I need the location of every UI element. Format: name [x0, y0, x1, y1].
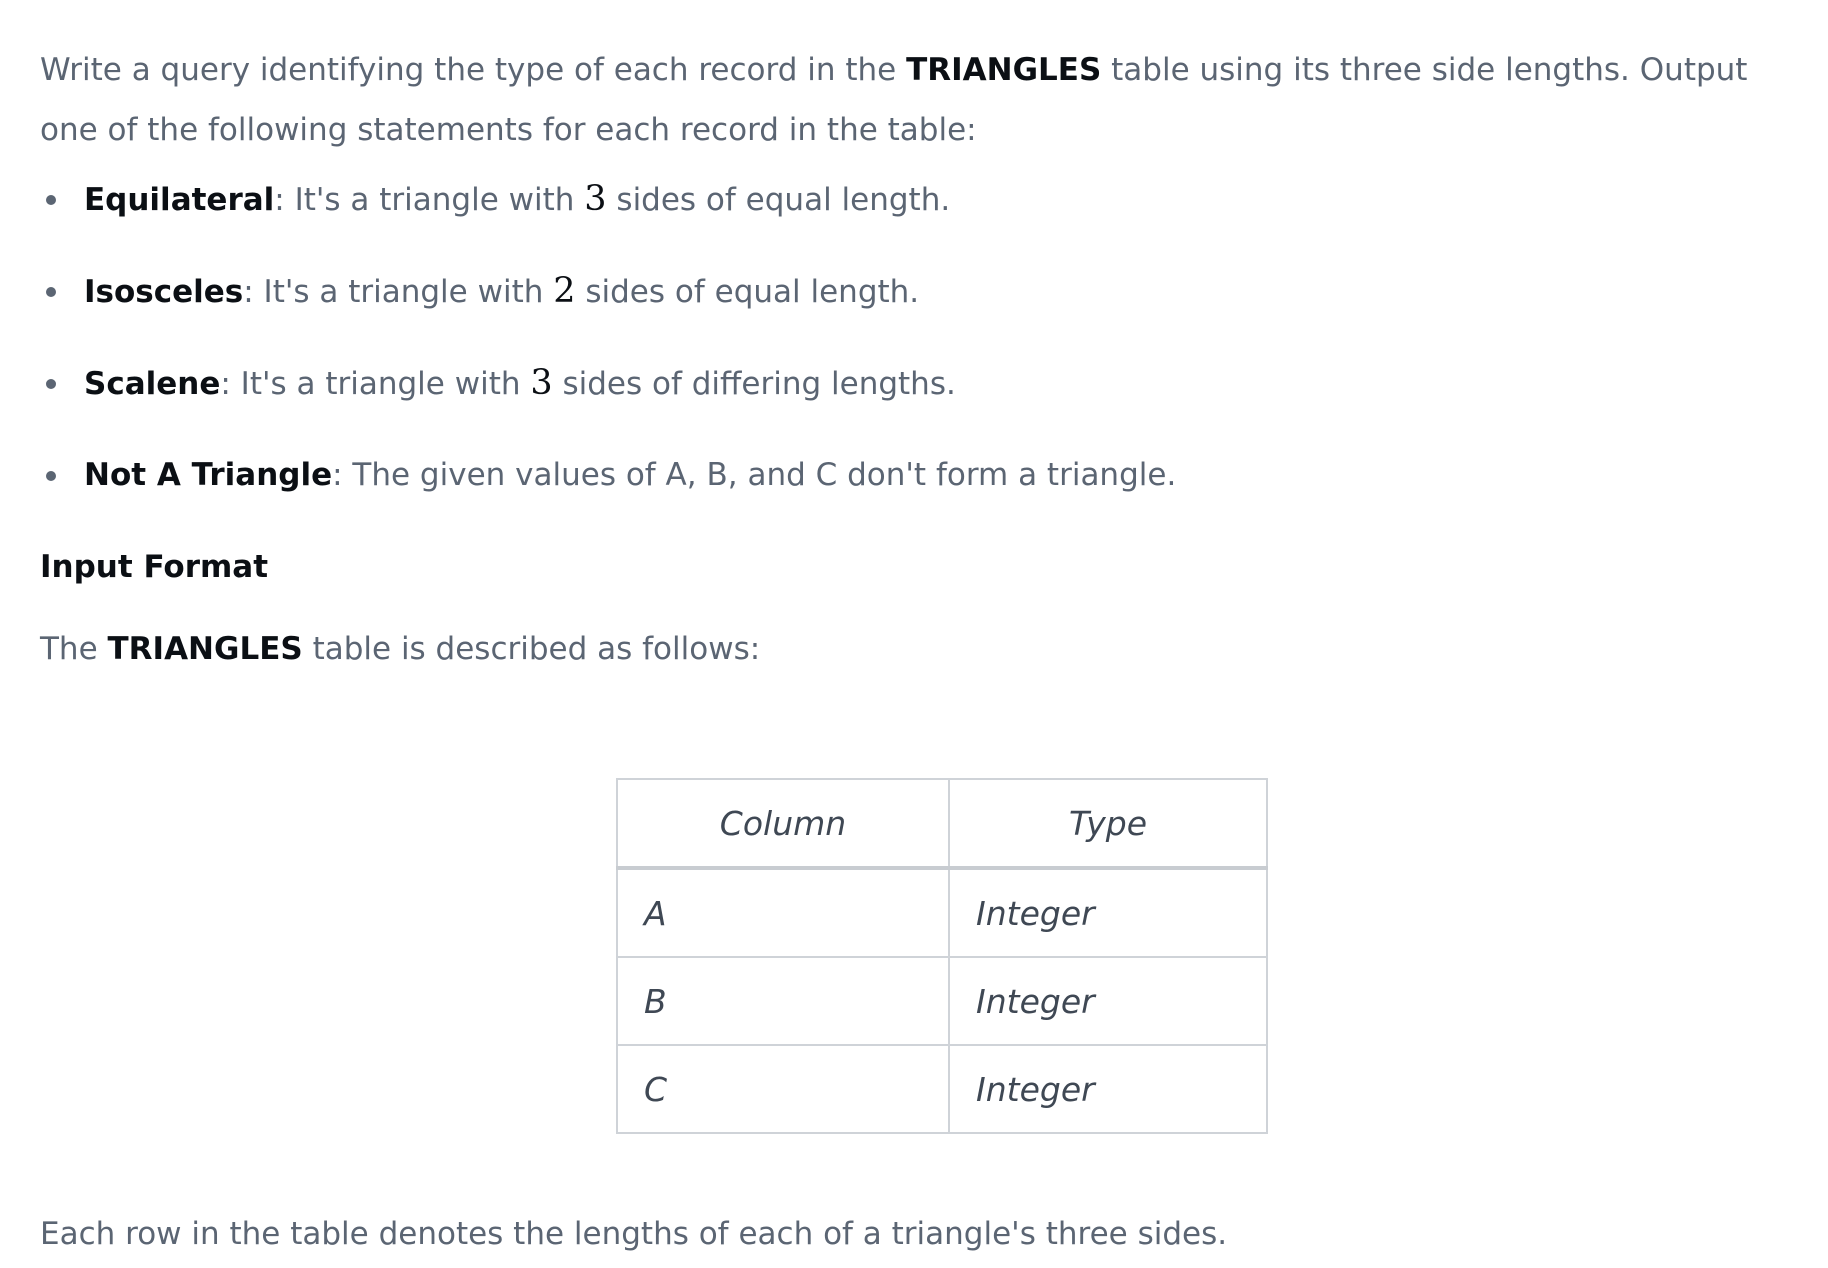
bullet-text: : It's a triangle with — [274, 182, 585, 218]
desc-suffix: table is described as follows: — [302, 631, 761, 667]
column-header: Column — [617, 779, 949, 868]
intro-text-1: Write a query identifying the type of each record in the — [40, 52, 907, 88]
table-description — [40, 628, 1800, 670]
bullet-number: 3 — [584, 179, 607, 219]
bullet-text: sides of equal length. — [606, 182, 951, 218]
bullet-text: : It's a triangle with — [243, 274, 554, 310]
list-item — [40, 178, 1800, 220]
bullet-dot-icon — [46, 379, 56, 389]
bullet-dot-icon — [46, 471, 56, 481]
bullet-number: 2 — [553, 271, 576, 311]
table-row — [617, 868, 1267, 957]
bullet-term: Not A Triangle — [84, 457, 333, 493]
table-header-row — [617, 779, 1267, 868]
type-cell: Integer — [949, 957, 1267, 1045]
type-cell: Integer — [949, 868, 1267, 957]
bullet-text: : The given values of A, B, and C don't form a triangle. — [332, 457, 1177, 493]
triangles-table-name: TRIANGLES — [906, 52, 1102, 88]
type-cell: Integer — [949, 1045, 1267, 1133]
footer-note: Each row in the table denotes the lengths of each of a triangle's three sides. — [40, 1216, 1228, 1252]
triangle-type-list — [40, 178, 1800, 496]
list-item — [40, 454, 1800, 496]
bullet-number: 3 — [530, 363, 553, 403]
bullet-term: Isosceles — [84, 274, 244, 310]
bullet-text: sides of differing lengths. — [552, 366, 956, 402]
type-header: Type — [949, 779, 1267, 868]
list-item — [40, 362, 1800, 404]
desc-prefix: The — [40, 631, 108, 667]
column-cell: C — [617, 1045, 949, 1133]
column-cell: A — [617, 868, 949, 957]
column-cell: B — [617, 957, 949, 1045]
intro-paragraph — [40, 40, 1800, 160]
list-item — [40, 270, 1800, 312]
intro-text-2: table using its three side lengths. Output one of the following statements for each record in the table: — [40, 52, 1748, 148]
bullet-text: : It's a triangle with — [220, 366, 531, 402]
bullet-dot-icon — [46, 287, 56, 297]
table-row — [617, 957, 1267, 1045]
bullet-term: Scalene — [84, 366, 221, 402]
table-row — [617, 1045, 1267, 1133]
problem-statement — [40, 40, 1800, 670]
triangles-table-name: TRIANGLES — [107, 631, 303, 667]
input-format-heading: Input Format — [40, 549, 269, 585]
triangles-schema-table — [616, 778, 1268, 1134]
bullet-text: sides of equal length. — [575, 274, 920, 310]
bullet-dot-icon — [46, 195, 56, 205]
bullet-term: Equilateral — [84, 182, 275, 218]
